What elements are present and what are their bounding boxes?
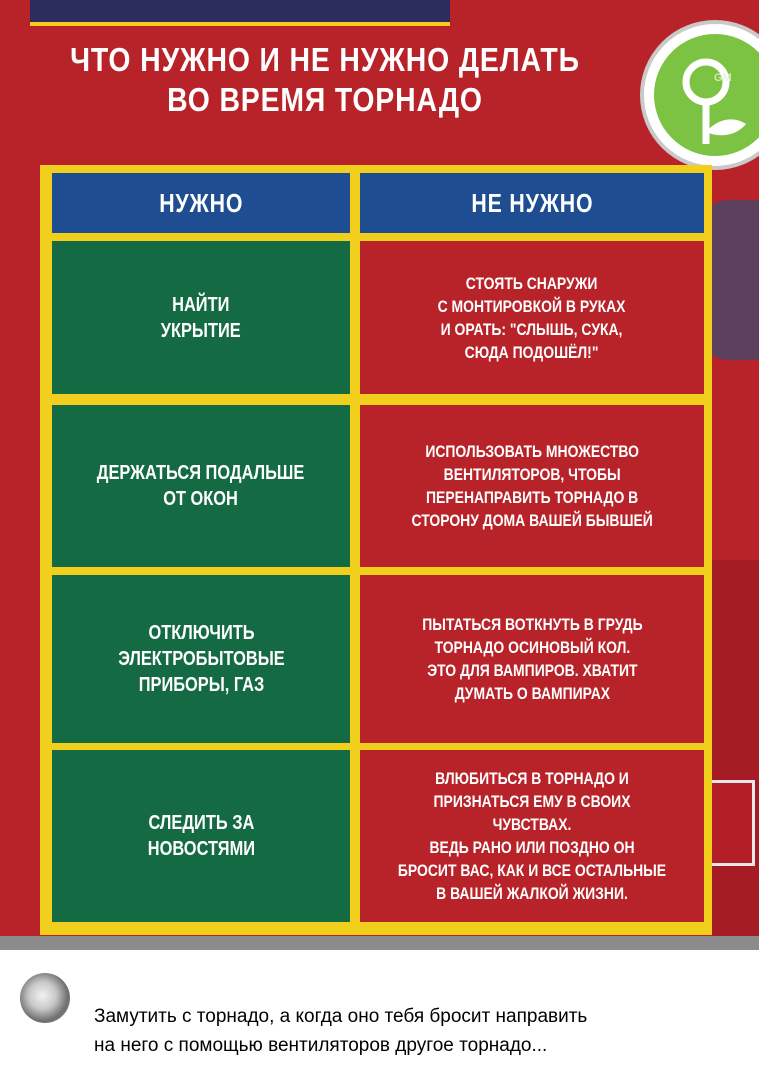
cell-text-line: ПЕРЕНАПРАВИТЬ ТОРНАДО В: [425, 488, 639, 507]
do-cell: [52, 575, 350, 743]
cell-text-line: И ОРАТЬ: "СЛЫШЬ, СУКА,: [441, 319, 623, 339]
cell-text-line: СТОРОНУ ДОМА ВАШЕЙ БЫВШЕЙ: [411, 511, 653, 530]
dont-cell-text: [396, 767, 668, 905]
cell-text-line: СТОЯТЬ СНАРУЖИ: [466, 273, 598, 293]
background-decoration: [705, 780, 755, 866]
cell-text-line: НОВОСТЯМИ: [147, 838, 255, 860]
comment-text: [94, 1002, 734, 1060]
cell-text-line: ОТКЛЮЧИТЬ: [147, 622, 255, 644]
cell-text-line: БРОСИТ ВАС, КАК И ВСЕ ОСТАЛЬНЫЕ: [397, 861, 667, 880]
do-cell: [52, 750, 350, 922]
sprout-icon: [654, 34, 759, 156]
dont-cell-text: [438, 272, 626, 364]
dont-cell: [360, 241, 704, 394]
cell-text-line: УКРЫТИЕ: [161, 319, 241, 342]
cell-text-line: СЮДА ПОДОШЁЛ!": [465, 342, 599, 362]
dont-cell: [360, 575, 704, 743]
poster-title: [63, 40, 588, 120]
header-dont: [360, 173, 704, 233]
header-do-text: НУЖНО: [158, 187, 243, 218]
cell-text-line: ПРИЗНАТЬСЯ ЕМУ В СВОИХ ЧУВСТВАХ.: [433, 792, 631, 834]
logo-text: GM: [714, 72, 732, 84]
cell-text-line: ИСПОЛЬЗОВАТЬ МНОЖЕСТВО: [425, 442, 639, 461]
cell-text-line: ПРИБОРЫ, ГАЗ: [138, 674, 264, 696]
cell-text-line: СЛЕДИТЬ ЗА: [148, 812, 254, 834]
cell-text-line: ПЫТАТЬСЯ ВОТКНУТЬ В ГРУДЬ: [421, 615, 643, 634]
cell-text-line: ДЕРЖАТЬСЯ ПОДАЛЬШЕ: [97, 462, 305, 484]
comment: [0, 950, 759, 1080]
poster-top-strip: [30, 0, 450, 26]
cell-text-line: ЭТО ДЛЯ ВАМПИРОВ. ХВАТИТ: [426, 661, 638, 680]
avatar[interactable]: [20, 973, 70, 1023]
do-cell-text: [118, 620, 284, 698]
background-decoration: [711, 560, 759, 950]
do-cell: [52, 405, 350, 567]
comment-text-line: Замутить с торнадо, а когда оно тебя бросит направить: [94, 1006, 588, 1027]
leaf-logo-icon: [640, 20, 759, 170]
header-do: [52, 173, 350, 233]
do-cell-text: [161, 292, 241, 344]
cell-text-line: ОТ ОКОН: [163, 488, 239, 510]
cell-text-line: ЭЛЕКТРОБЫТОВЫЕ: [117, 648, 285, 670]
dont-cell: [360, 750, 704, 922]
poster-title-line: ЧТО НУЖНО И НЕ НУЖНО ДЕЛАТЬ: [70, 41, 580, 78]
cell-text-line: В ВАШЕЙ ЖАЛКОЙ ЖИЗНИ.: [436, 884, 628, 903]
dont-cell-text: [422, 613, 642, 705]
cell-text-line: ДУМАТЬ О ВАМПИРАХ: [454, 684, 610, 703]
cell-text-line: НАЙТИ: [172, 293, 230, 316]
cell-text-line: С МОНТИРОВКОЙ В РУКАХ: [438, 296, 626, 316]
comment-text-line: на него с помощью вентиляторов другое торнадо...: [94, 1035, 548, 1056]
do-cell: [52, 241, 350, 394]
cell-text-line: ТОРНАДО ОСИНОВЫЙ КОЛ.: [434, 638, 630, 657]
dont-cell: [360, 405, 704, 567]
do-cell-text: [97, 460, 305, 512]
background-decoration: [0, 936, 759, 950]
dont-cell-text: [411, 440, 652, 532]
header-dont-text: НЕ НУЖНО: [470, 187, 593, 218]
cell-text-line: ВЛЮБИТЬСЯ В ТОРНАДО И: [435, 769, 629, 788]
comment-username[interactable]: [100, 976, 190, 986]
poster-title-line: ВО ВРЕМЯ ТОРНАДО: [167, 81, 483, 118]
cell-text-line: ВЕДЬ РАНО ИЛИ ПОЗДНО ОН: [429, 838, 635, 857]
logo-circle: [654, 34, 759, 156]
do-cell-text: [147, 810, 254, 862]
cell-text-line: ВЕНТИЛЯТОРОВ, ЧТОБЫ: [443, 465, 621, 484]
